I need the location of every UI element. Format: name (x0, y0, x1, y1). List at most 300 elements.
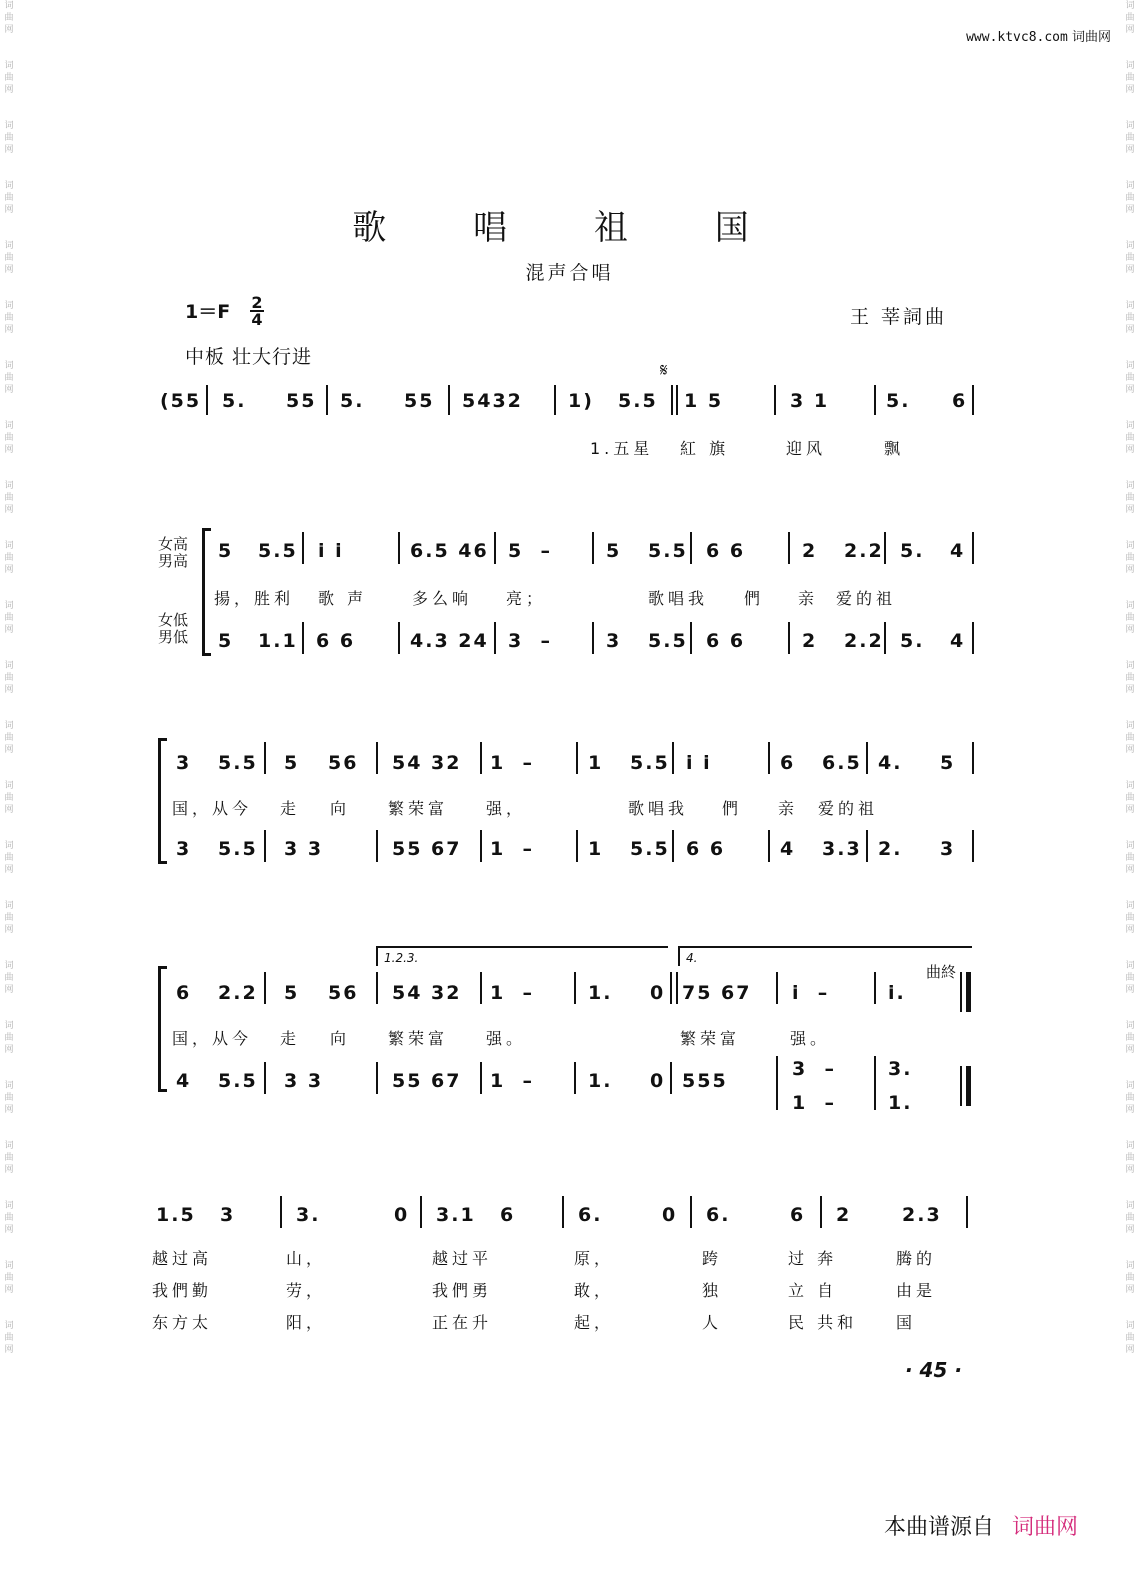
watermark-char: 词 (4, 1201, 14, 1211)
note-group: (55 (160, 390, 202, 412)
watermark-char: 曲 (1125, 433, 1135, 443)
watermark-char: 词 (1125, 601, 1135, 611)
note-group: 5 (218, 540, 234, 562)
watermark-char: 曲 (1125, 973, 1135, 983)
watermark-char: 词 (4, 541, 14, 551)
note-group: 5.5 (258, 540, 298, 562)
barline (788, 532, 790, 564)
note-group: 5 (940, 752, 956, 774)
lyric: 歌唱我 (648, 589, 709, 608)
watermark-char: 曲 (1125, 193, 1135, 203)
barline (480, 1062, 482, 1094)
watermark-char: 词 (1125, 541, 1135, 551)
note-group: 55 (286, 390, 317, 412)
watermark-char: 网 (4, 1225, 14, 1235)
watermark-char: 网 (1125, 1045, 1135, 1055)
system-5-lyrics-verse-3 (0, 1310, 1139, 1350)
note-group: 3 1 (790, 390, 830, 412)
barline (874, 972, 876, 1004)
watermark-char: 词 (1125, 481, 1135, 491)
barline (776, 972, 778, 1004)
note-group: 1. (588, 1070, 613, 1092)
barline (264, 972, 266, 1004)
barline (376, 742, 378, 774)
barline (972, 385, 974, 415)
song-title: 歌 唱 祖 国 (352, 208, 787, 248)
barline (302, 622, 304, 654)
watermark-char: 词 (4, 601, 14, 611)
watermark-char: 网 (4, 325, 14, 335)
lyric: 强。 (486, 1029, 527, 1048)
watermark-char: 曲 (4, 613, 14, 623)
note-group: 5.5 (218, 752, 258, 774)
barline (788, 622, 790, 654)
lyric: 起， (574, 1313, 615, 1332)
note-group: 5. (900, 630, 925, 652)
watermark-char: 网 (4, 925, 14, 935)
note-group: 5.5 (630, 752, 670, 774)
watermark-char: 曲 (4, 373, 14, 383)
note-group: i i (686, 752, 712, 774)
watermark-char: 网 (4, 805, 14, 815)
lyric: 多么响 (412, 589, 473, 608)
lyric: 亮； (506, 589, 547, 608)
watermark-char: 曲 (4, 553, 14, 563)
note-group: 5.5 (218, 838, 258, 860)
note-group: 3 (220, 1204, 236, 1226)
note-group: 1 (588, 838, 604, 860)
note-group: 3 (940, 838, 956, 860)
watermark-char: 词 (1125, 781, 1135, 791)
barline (690, 1196, 692, 1228)
note-group: 6 6 (706, 630, 746, 652)
lyric: 国，从今 (172, 799, 253, 818)
watermark-char: 词 (4, 1141, 14, 1151)
barline (966, 1196, 968, 1228)
watermark-char: 曲 (1125, 1093, 1135, 1103)
note-group: 5 (284, 752, 300, 774)
note-group: i. (888, 982, 906, 1004)
note-group: 6 6 (686, 838, 726, 860)
watermark-char: 词 (1125, 1081, 1135, 1091)
lyric: 1.五星 (590, 439, 654, 458)
watermark-char: 曲 (4, 73, 14, 83)
barline (671, 385, 673, 415)
watermark-char: 曲 (1125, 1213, 1135, 1223)
lyric: 揚，胜利 (214, 589, 295, 608)
lyric: 立 自 (788, 1281, 838, 1300)
system-3-lyrics (0, 796, 1139, 836)
author-credit: 王 莘詞曲 (850, 306, 948, 328)
note-group: 4 (780, 838, 796, 860)
watermark-char: 词 (1125, 901, 1135, 911)
time-signature-bottom: 4 (251, 310, 263, 329)
watermark-char: 曲 (4, 433, 14, 443)
note-group: 0 (650, 1070, 666, 1092)
system-3-lower-notes (0, 838, 1139, 878)
note-group: 54 32 (392, 752, 462, 774)
system-3-upper-notes (0, 752, 1139, 792)
watermark-char: 网 (4, 865, 14, 875)
lyric: 亲 (798, 589, 819, 608)
watermark-char: 词 (1125, 961, 1135, 971)
volta-label-1: 1.2.3. (384, 951, 419, 965)
note-group: 1.5 (156, 1204, 196, 1226)
watermark-char: 网 (1125, 25, 1135, 35)
note-group: 2. (878, 838, 903, 860)
watermark-char: 曲 (4, 493, 14, 503)
final-barline (966, 972, 971, 1012)
watermark-char: 曲 (4, 1153, 14, 1163)
watermark-char: 网 (1125, 445, 1135, 455)
watermark-char: 词 (4, 961, 14, 971)
barline (376, 972, 378, 1004)
barline (670, 972, 672, 1004)
lyric: 歌唱我 (628, 799, 689, 818)
lyric: 原， (574, 1249, 615, 1268)
barline (676, 385, 678, 415)
note-group: 2.2 (844, 630, 884, 652)
lyric: 們 (744, 589, 765, 608)
note-group: 2 (836, 1204, 852, 1226)
barline (576, 742, 578, 774)
note-group: 2.3 (902, 1204, 942, 1226)
note-group: 3 3 (284, 1070, 324, 1092)
note-group: 6 (176, 982, 192, 1004)
barline (562, 1196, 564, 1228)
watermark-char: 词 (4, 421, 14, 431)
lyric: 跨 (702, 1249, 723, 1268)
watermark-char: 网 (4, 1105, 14, 1115)
watermark-char: 词 (4, 1081, 14, 1091)
barline (672, 742, 674, 774)
note-group: 6.5 (822, 752, 862, 774)
watermark-char: 曲 (1125, 133, 1135, 143)
barline (592, 622, 594, 654)
watermark-char: 曲 (4, 193, 14, 203)
watermark-char: 曲 (1125, 553, 1135, 563)
barline (972, 830, 974, 862)
lyric: 强， (486, 799, 527, 818)
note-group: 3.3 (822, 838, 862, 860)
watermark-char: 词 (1125, 1261, 1135, 1271)
final-barline (966, 1066, 971, 1106)
lyric: 劳， (286, 1281, 327, 1300)
barline (494, 532, 496, 564)
barline (480, 972, 482, 1004)
note-group: 1 – (792, 1092, 836, 1114)
watermark-char: 网 (4, 1345, 14, 1355)
barline (264, 742, 266, 774)
barline (494, 622, 496, 654)
lyric: 山， (286, 1249, 327, 1268)
watermark-char: 曲 (4, 1093, 14, 1103)
watermark-char: 词 (4, 361, 14, 371)
note-group: i i (318, 540, 344, 562)
note-group: 4. (878, 752, 903, 774)
barline (398, 532, 400, 564)
voice-label-upper: 女高 男高 (158, 535, 189, 570)
barline (884, 622, 886, 654)
volta-label-2: 4. (686, 951, 698, 965)
system-1-notes (0, 390, 1139, 430)
watermark-char: 曲 (1125, 73, 1135, 83)
lyric: 民 共和 (788, 1313, 858, 1332)
watermark-char: 曲 (4, 1273, 14, 1283)
note-group: 55 67 (392, 838, 462, 860)
watermark-char: 网 (4, 685, 14, 695)
barline (574, 1062, 576, 1094)
barline (670, 1062, 672, 1094)
note-group: 1 – (490, 838, 534, 860)
watermark-char: 词 (4, 841, 14, 851)
barline (206, 385, 208, 415)
watermark-char: 词 (4, 1321, 14, 1331)
watermark-char: 网 (4, 85, 14, 95)
lyric: 繁荣富 (388, 1029, 449, 1048)
note-group: 5 (606, 540, 622, 562)
watermark-char: 词 (1125, 361, 1135, 371)
note-group: 2 (802, 630, 818, 652)
note-group: 0 (394, 1204, 410, 1226)
note-group: 6.5 46 (410, 540, 489, 562)
note-group: 2.2 (844, 540, 884, 562)
barline (690, 622, 692, 654)
watermark-char: 网 (1125, 1165, 1135, 1175)
barline (774, 385, 776, 415)
lyric: 过 奔 (788, 1249, 838, 1268)
barline (264, 830, 266, 862)
watermark-char: 曲 (1125, 733, 1135, 743)
watermark-char: 词 (4, 781, 14, 791)
lyric: 走 (280, 1029, 301, 1048)
note-group: 3 (176, 838, 192, 860)
lyric: 繁荣富 (680, 1029, 741, 1048)
watermark-char: 词 (1125, 61, 1135, 71)
watermark-char: 词 (1125, 661, 1135, 671)
note-group: 1 (588, 752, 604, 774)
barline (326, 385, 328, 415)
watermark-char: 曲 (4, 793, 14, 803)
system-2-lower-notes (0, 630, 1139, 670)
watermark-char: 词 (1125, 1141, 1135, 1151)
note-group: i – (792, 982, 830, 1004)
note-group: 5 (284, 982, 300, 1004)
note-group: 3 (606, 630, 622, 652)
barline (264, 1062, 266, 1094)
note-group: 5.5 (618, 390, 658, 412)
watermark-char: 网 (1125, 925, 1135, 935)
barline (866, 742, 868, 774)
watermark-char: 曲 (1125, 913, 1135, 923)
note-group: 0 (662, 1204, 678, 1226)
watermark-char: 曲 (4, 973, 14, 983)
note-group: 4 (950, 630, 966, 652)
watermark-char: 曲 (1125, 13, 1135, 23)
system-2-upper-notes (0, 540, 1139, 580)
watermark-char: 词 (1125, 721, 1135, 731)
time-signature (250, 295, 264, 327)
lyric: 向 (330, 799, 351, 818)
watermark-char: 网 (4, 385, 14, 395)
lyric: 走 (280, 799, 301, 818)
lyric: 飘 (884, 439, 905, 458)
note-group: 6 (500, 1204, 516, 1226)
lyric: 东方太 (152, 1313, 213, 1332)
lyric: 正在升 (432, 1313, 493, 1332)
watermark-char: 词 (1125, 1021, 1135, 1031)
watermark-char: 网 (1125, 325, 1135, 335)
barline (874, 385, 876, 415)
lyric: 由是 (896, 1281, 937, 1300)
barline (960, 972, 962, 1012)
barline (776, 1056, 778, 1110)
watermark-char: 网 (1125, 205, 1135, 215)
note-group: 54 32 (392, 982, 462, 1004)
note-group: 6. (706, 1204, 731, 1226)
note-group: 5.5 (630, 838, 670, 860)
segno-sign: 𝄋 (660, 360, 668, 381)
lyric: 我們勤 (152, 1281, 213, 1300)
watermark-char: 网 (1125, 745, 1135, 755)
note-group: 5432 (462, 390, 523, 412)
note-group: 5. (222, 390, 247, 412)
watermark-char: 网 (4, 745, 14, 755)
system-2-lyrics (0, 586, 1139, 626)
note-group: 5. (340, 390, 365, 412)
watermark-char: 网 (4, 1285, 14, 1295)
lyric: 强。 (790, 1029, 831, 1048)
note-group: 4 (950, 540, 966, 562)
watermark-char: 曲 (4, 13, 14, 23)
watermark-char: 词 (1125, 181, 1135, 191)
footer-brand-link[interactable]: 词曲网 (1012, 1515, 1079, 1540)
watermark-char: 词 (1125, 121, 1135, 131)
watermark-char: 词 (1125, 241, 1135, 251)
watermark-char: 词 (4, 901, 14, 911)
note-group: 1 – (490, 982, 534, 1004)
barline (574, 972, 576, 1004)
note-group: 3 – (508, 630, 552, 652)
watermark-char: 曲 (4, 1333, 14, 1343)
song-subtitle: 混声合唱 (525, 262, 614, 284)
barline (820, 1196, 822, 1228)
watermark-char: 曲 (4, 673, 14, 683)
note-group: 5 (218, 630, 234, 652)
lyric: 亲 (778, 799, 799, 818)
lyric: 迎风 (786, 439, 827, 458)
lyric: 越过高 (152, 1249, 213, 1268)
note-group: 3 3 (284, 838, 324, 860)
watermark-char: 网 (4, 565, 14, 575)
watermark-char: 词 (4, 181, 14, 191)
barline (768, 830, 770, 862)
lyric: 独 (702, 1281, 723, 1300)
watermark-char: 网 (1125, 865, 1135, 875)
watermark-char: 网 (1125, 85, 1135, 95)
watermark-char: 网 (4, 1045, 14, 1055)
watermark-char: 曲 (1125, 373, 1135, 383)
watermark-char: 曲 (4, 1213, 14, 1223)
note-group: 75 67 (682, 982, 752, 1004)
lyric: 国，从今 (172, 1029, 253, 1048)
barline (554, 385, 556, 415)
note-group: 55 (404, 390, 435, 412)
watermark-char: 网 (1125, 1105, 1135, 1115)
watermark-char: 曲 (1125, 1033, 1135, 1043)
note-group: 555 (682, 1070, 728, 1092)
barline (874, 1056, 876, 1110)
watermark-char: 词 (4, 1021, 14, 1031)
note-group: 0 (650, 982, 666, 1004)
note-group: 5.5 (648, 630, 688, 652)
site-url[interactable] (966, 26, 1111, 45)
watermark-char: 词 (1125, 1201, 1135, 1211)
watermark-char: 曲 (1125, 1273, 1135, 1283)
watermark-char: 词 (4, 721, 14, 731)
note-group: 2.2 (218, 982, 258, 1004)
watermark-char: 网 (4, 1165, 14, 1175)
watermark-char: 网 (4, 25, 14, 35)
note-group: 3. (888, 1058, 913, 1080)
note-group: 5. (900, 540, 925, 562)
lyric: 爱的祖 (836, 589, 897, 608)
watermark-char: 网 (1125, 265, 1135, 275)
note-group: 4.3 24 (410, 630, 489, 652)
barline (672, 830, 674, 862)
watermark-char: 词 (4, 121, 14, 131)
note-group: 3 – (792, 1058, 836, 1080)
watermark-char: 曲 (4, 733, 14, 743)
watermark-char: 网 (4, 265, 14, 275)
watermark-char: 词 (1125, 841, 1135, 851)
watermark-char: 网 (1125, 1285, 1135, 1295)
watermark-char: 词 (1125, 421, 1135, 431)
watermark-char: 网 (1125, 985, 1135, 995)
site-url-text[interactable]: www.ktvc8.com (966, 30, 1068, 45)
site-name: 词曲网 (1071, 30, 1111, 45)
watermark-char: 曲 (1125, 673, 1135, 683)
lyric: 我們勇 (432, 1281, 493, 1300)
note-group: 55 67 (392, 1070, 462, 1092)
barline (480, 830, 482, 862)
lyric: 越过平 (432, 1249, 493, 1268)
watermark-char: 曲 (1125, 613, 1135, 623)
watermark-char: 网 (1125, 565, 1135, 575)
lyric: 腾的 (896, 1249, 937, 1268)
watermark-char: 曲 (4, 313, 14, 323)
watermark-char: 曲 (1125, 313, 1135, 323)
note-group: 6 (780, 752, 796, 774)
note-group: 1 – (490, 1070, 534, 1092)
watermark-char: 网 (4, 145, 14, 155)
barline (972, 622, 974, 654)
barline (398, 622, 400, 654)
watermark-char: 词 (4, 301, 14, 311)
note-group: 6. (578, 1204, 603, 1226)
watermark-char: 曲 (1125, 493, 1135, 503)
note-group: 56 (328, 752, 359, 774)
note-group: 5.5 (648, 540, 688, 562)
watermark-char: 曲 (1125, 253, 1135, 263)
note-group: 1. (588, 982, 613, 1004)
system-1-lyrics (0, 436, 1139, 476)
lyric: 們 (722, 799, 743, 818)
barline (376, 1062, 378, 1094)
watermark-char: 曲 (4, 133, 14, 143)
watermark-char: 词 (4, 61, 14, 71)
watermark-char: 词 (1125, 1321, 1135, 1331)
